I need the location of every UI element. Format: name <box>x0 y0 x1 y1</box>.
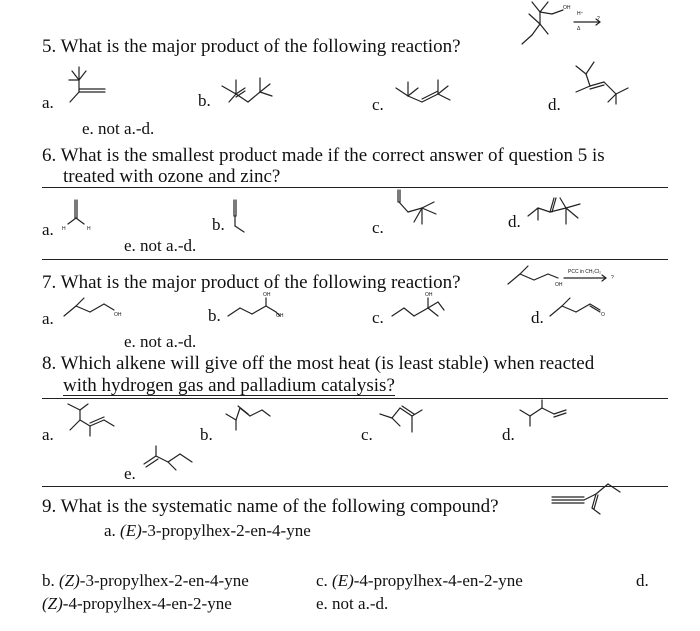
q9-option-a-stereo: (E) <box>120 521 142 540</box>
q9-option-d-label[interactable]: d. <box>636 571 649 590</box>
q5-option-b-structure <box>212 72 282 112</box>
q9-option-d-name: -4-propylhex-4-en-2-yne <box>62 594 232 613</box>
q5-option-b-label[interactable]: b. <box>198 91 211 110</box>
q7-option-a-oh: OH <box>114 312 122 318</box>
q9-option-d[interactable] <box>42 595 232 612</box>
q6-question-line1: 6. What is the smallest product made if the correct answer of question 5 is <box>42 145 605 166</box>
q6-bottom-rule <box>42 259 668 260</box>
q7-reagent: PCC in CH₂Cl₂ <box>568 269 602 275</box>
q5-option-c-structure <box>388 72 468 112</box>
q9-option-d-stereo: (Z) <box>42 594 63 613</box>
q8-option-c-label[interactable]: c. <box>361 425 373 444</box>
q7-option-b-structure <box>222 290 292 326</box>
q7-option-b-oh-end: OH <box>276 313 284 319</box>
q9-option-c-name: -4-propylhex-4-en-2-yne <box>353 571 523 590</box>
q6-top-rule <box>42 187 668 188</box>
q6-option-a-structure <box>60 196 96 230</box>
q9-question: 9. What is the systematic name of the following compound? <box>42 496 499 517</box>
q9-option-a-name: -3-propylhex-2-en-4-yne <box>141 521 311 540</box>
q7-option-d-label[interactable]: d. <box>531 308 544 327</box>
q6-option-b-label[interactable]: b. <box>212 215 225 234</box>
q5-heat-label: Δ <box>577 26 581 32</box>
q6-option-a-h-left: H <box>62 226 66 232</box>
q5-oh-label: OH <box>563 5 571 11</box>
q8-option-a-structure <box>64 400 126 440</box>
q9-option-a[interactable] <box>104 522 311 539</box>
q7-option-a-structure <box>60 296 130 326</box>
q8-option-a-label[interactable]: a. <box>42 425 54 444</box>
q5-question: 5. What is the major product of the following reaction? <box>42 36 461 57</box>
q6-option-e[interactable]: e. not a.-d. <box>124 236 197 255</box>
q8-option-e-structure <box>140 442 200 474</box>
q7-option-c-label[interactable]: c. <box>372 308 384 327</box>
q5-acid-label: H⁺ <box>577 11 584 17</box>
q7-starting-alcohol-structure <box>502 262 622 294</box>
q9-compound-structure <box>548 478 628 518</box>
q8-option-b-structure <box>216 398 278 440</box>
q9-option-b-stereo: (Z) <box>59 571 80 590</box>
q6-option-c-label[interactable]: c. <box>372 218 384 237</box>
q9-option-b-name: -3-propylhex-2-en-4-yne <box>79 571 249 590</box>
q7-option-b-label[interactable]: b. <box>208 306 221 325</box>
q7-option-a-label[interactable]: a. <box>42 309 54 328</box>
q9-option-b-label: b. <box>42 571 59 590</box>
q9-option-c-stereo: (E) <box>332 571 354 590</box>
q5-option-d-label[interactable]: d. <box>548 95 561 114</box>
q6-option-a-h-right: H <box>87 226 91 232</box>
q6-question-line2: treated with ozone and zinc? <box>63 166 281 187</box>
q8-option-d-label[interactable]: d. <box>502 425 515 444</box>
q6-option-c-structure <box>388 186 448 232</box>
q5-option-a-label[interactable]: a. <box>42 93 54 112</box>
q9-option-a-label: a. <box>104 521 121 540</box>
q6-option-b-structure <box>226 196 256 236</box>
q8-option-e-label[interactable]: e. <box>124 464 136 483</box>
q8-option-d-structure <box>516 400 580 440</box>
q7-option-d-o: O <box>601 312 605 318</box>
q8-question-line1: 8. Which alkene will give off the most heat (is least stable) when reacted <box>42 353 595 374</box>
q6-option-d-label[interactable]: d. <box>508 212 521 231</box>
q7-option-e[interactable]: e. not a.-d. <box>124 332 197 351</box>
q7-option-c-oh: OH <box>425 292 433 298</box>
q5-option-d-structure <box>566 56 638 108</box>
q7-option-b-oh-top: OH <box>263 292 271 298</box>
q9-option-b[interactable] <box>42 572 249 589</box>
q8-option-c-structure <box>372 398 432 440</box>
q7-start-oh-label: OH <box>555 282 563 288</box>
q5-option-a-structure <box>60 55 120 107</box>
q9-option-c-label: c. <box>316 571 333 590</box>
q6-option-a-label[interactable]: a. <box>42 220 54 239</box>
q7-option-d-structure <box>546 294 612 326</box>
q9-option-c[interactable] <box>316 572 523 589</box>
q8-top-rule <box>42 398 668 399</box>
q7-question: 7. What is the major product of the following reaction? <box>42 272 461 293</box>
q7-product-mark: ? <box>611 275 614 281</box>
q5-product-mark: ? <box>597 16 600 22</box>
q8-option-b-label[interactable]: b. <box>200 425 213 444</box>
q9-option-e[interactable]: e. not a.-d. <box>316 594 389 613</box>
q8-question-line2: with hydrogen gas and palladium catalysis? <box>63 375 395 396</box>
q7-option-c-structure <box>388 290 454 326</box>
q5-option-c-label[interactable]: c. <box>372 95 384 114</box>
q5-option-e[interactable]: e. not a.-d. <box>82 119 155 138</box>
q6-option-d-structure <box>522 190 592 234</box>
